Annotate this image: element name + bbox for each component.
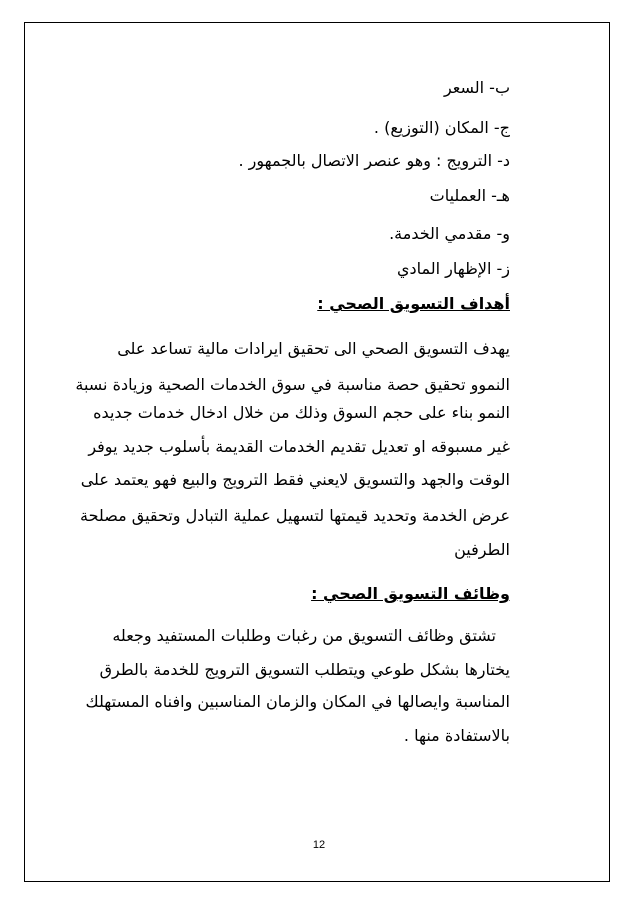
goals-line: الوقت والجهد والتسويق لايعني فقط الترويج والبيع فهو يعتمد على xyxy=(80,470,510,489)
goals-line: النموو تحقيق حصة مناسبة في سوق الخدمات الصحية وزيادة نسبة xyxy=(75,375,510,394)
goals-line: يهدف التسويق الصحي الى تحقيق ايرادات مالية تساعد على xyxy=(117,339,510,358)
functions-line: تشتق وظائف التسويق من رغبات وطلبات المستفيد وجعله xyxy=(112,626,496,645)
list-item-place: ج- المكان (التوزيع) . xyxy=(373,118,510,137)
goals-line: النمو بناء على حجم السوق وذلك من خلال ادخال خدمات جديده xyxy=(93,403,510,422)
goals-heading: أهداف التسويق الصحي : xyxy=(317,294,510,313)
list-item-promotion: د- الترويج : وهو عنصر الاتصال بالجمهور . xyxy=(238,151,510,170)
list-item-price: ب- السعر xyxy=(443,78,510,97)
list-item-processes: هـ- العمليات xyxy=(429,186,510,205)
functions-line: يختارها بشكل طوعي ويتطلب التسويق الترويج للخدمة بالطرق xyxy=(99,660,510,679)
functions-line: بالاستفادة منها . xyxy=(403,726,510,745)
functions-heading: وظائف التسويق الصحي : xyxy=(311,584,510,603)
page-number: 12 xyxy=(312,839,326,851)
goals-line: عرض الخدمة وتحديد قيمتها لتسهيل عملية التبادل وتحقيق مصلحة xyxy=(80,506,510,525)
list-item-physical-evidence: ز- الإظهار المادي xyxy=(396,259,510,278)
goals-line: غير مسبوقه او تعديل تقديم الخدمات القديمة بأسلوب جديد يوفر xyxy=(88,437,510,456)
functions-line: المناسبة وايصالها في المكان والزمان المناسبين وافناه المستهلك xyxy=(85,692,510,711)
goals-line: الطرفين xyxy=(454,540,510,559)
list-item-providers: و- مقدمي الخدمة. xyxy=(389,224,510,243)
